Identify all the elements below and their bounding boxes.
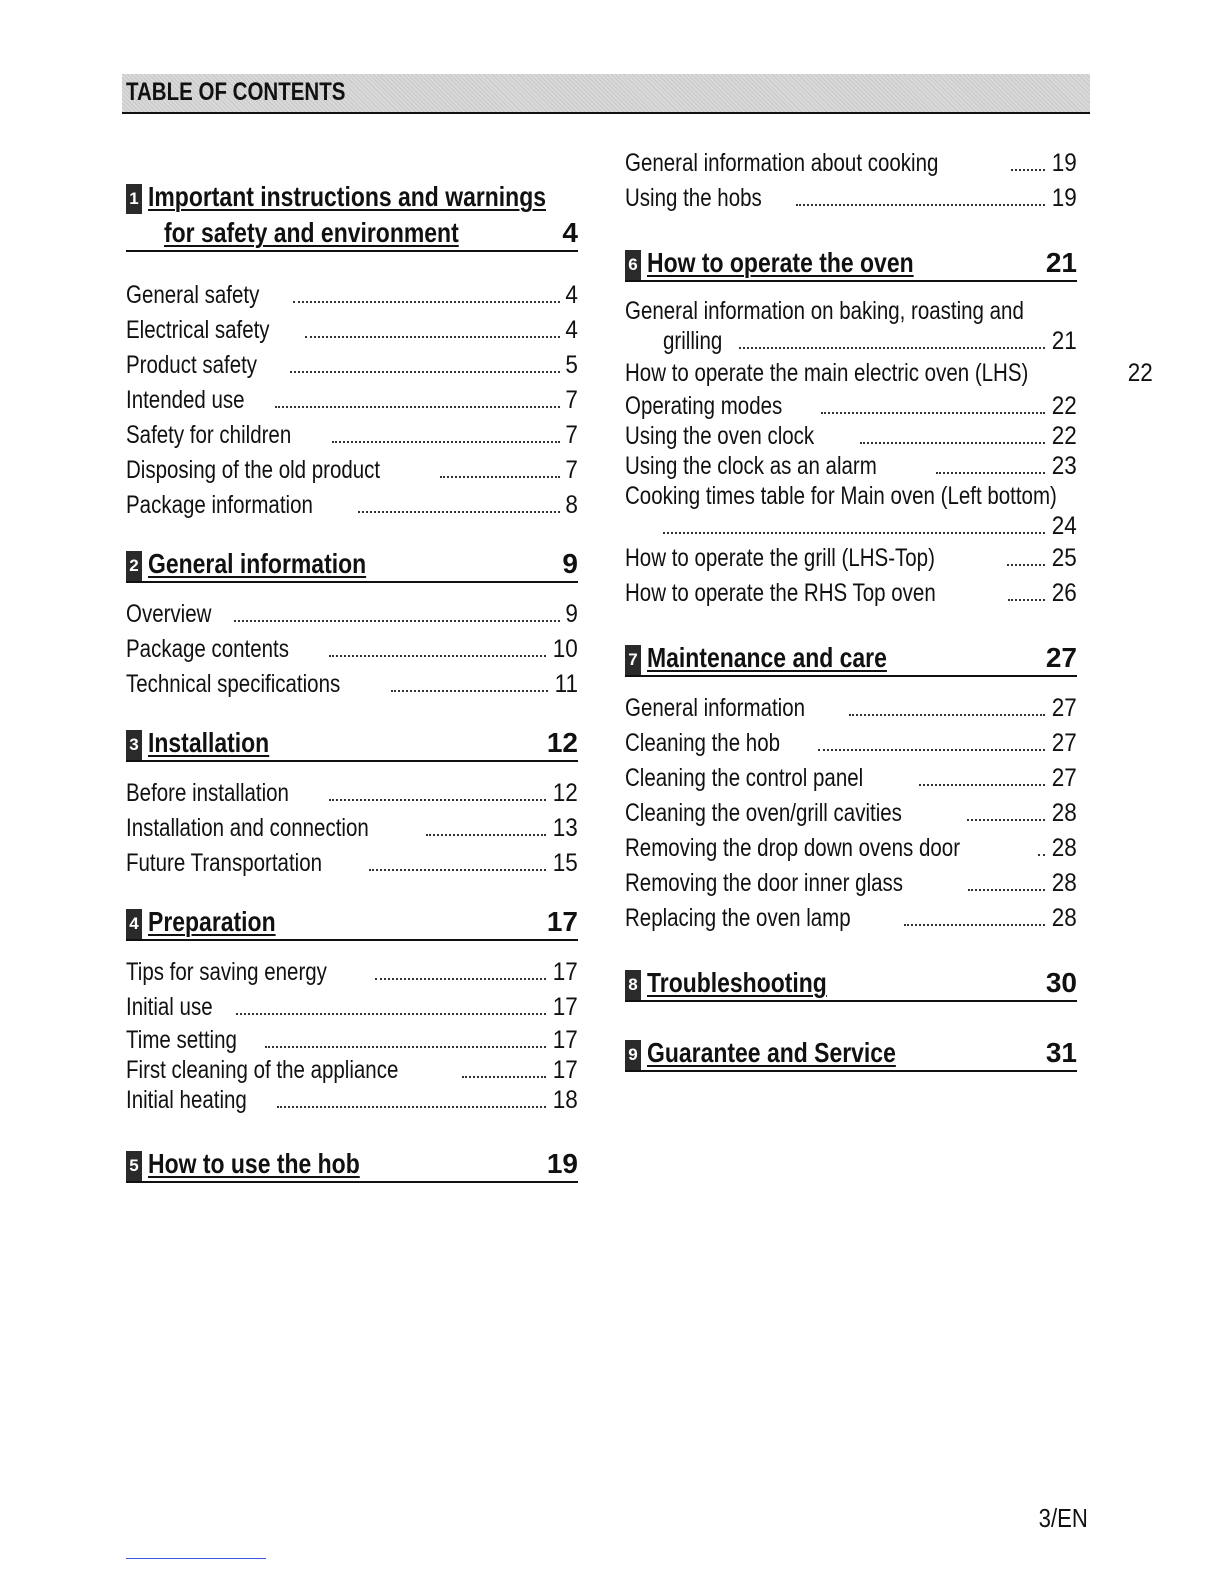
section-number-badge: 9 bbox=[625, 1040, 641, 1070]
section-number-badge: 4 bbox=[126, 909, 142, 939]
dot-leader bbox=[329, 654, 546, 657]
entry-title: Disposing of the old product bbox=[126, 456, 381, 484]
toc-entry[interactable] bbox=[126, 990, 578, 1025]
entry-title: Tips for saving energy bbox=[126, 958, 327, 986]
toc-entry[interactable] bbox=[126, 1055, 578, 1085]
dot-leader bbox=[277, 1105, 546, 1108]
entry-page: 7 bbox=[565, 386, 578, 414]
dot-leader bbox=[293, 300, 561, 303]
dot-leader bbox=[919, 783, 1045, 786]
toc-entry[interactable] bbox=[126, 418, 578, 453]
toc-entry[interactable] bbox=[625, 391, 1077, 421]
entry-page: 10 bbox=[552, 635, 578, 663]
toc-entry[interactable] bbox=[625, 576, 1077, 611]
entry-title: Overview bbox=[126, 600, 212, 628]
toc-section-2[interactable] bbox=[126, 547, 578, 583]
entry-page: 22 bbox=[1051, 422, 1077, 450]
entry-title: Replacing the oven lamp bbox=[625, 904, 851, 932]
toc-section-7[interactable] bbox=[625, 641, 1077, 677]
entry-title: Using the clock as an alarm bbox=[625, 452, 877, 480]
entry-title: General information about cooking bbox=[625, 149, 939, 177]
entry-title: Cleaning the control panel bbox=[625, 764, 864, 792]
entry-title: Initial use bbox=[126, 993, 213, 1021]
entry-page: 25 bbox=[1051, 544, 1077, 572]
dot-leader bbox=[236, 1012, 547, 1015]
entry-page: 11 bbox=[554, 670, 578, 698]
toc-entry[interactable] bbox=[625, 831, 1077, 866]
toc-entry[interactable] bbox=[625, 761, 1077, 796]
section-page: 27 bbox=[1045, 642, 1077, 673]
toc-entry[interactable] bbox=[625, 796, 1077, 831]
dot-leader bbox=[234, 619, 560, 622]
entry-page: 27 bbox=[1051, 729, 1077, 757]
dot-leader bbox=[1008, 598, 1045, 601]
toc-entry[interactable] bbox=[126, 955, 578, 990]
header-band bbox=[122, 74, 1090, 114]
entry-page: 22 bbox=[1127, 359, 1153, 387]
section-number-badge: 5 bbox=[126, 1151, 142, 1181]
toc-entry[interactable] bbox=[625, 726, 1077, 761]
entry-page: 17 bbox=[552, 1026, 578, 1054]
toc-entry[interactable] bbox=[126, 1025, 578, 1055]
dot-leader bbox=[739, 346, 1045, 349]
toc-entry[interactable] bbox=[126, 632, 578, 667]
entry-page: 26 bbox=[1051, 579, 1077, 607]
section-title: How to use the hob bbox=[148, 1148, 360, 1179]
entry-title: How to operate the grill (LHS-Top) bbox=[625, 544, 935, 572]
entry-title: Cleaning the hob bbox=[625, 729, 781, 757]
section-number-badge: 7 bbox=[625, 645, 641, 675]
entry-title: Initial heating bbox=[126, 1086, 247, 1114]
toc-entry[interactable] bbox=[625, 691, 1077, 726]
entry-page: 27 bbox=[1051, 764, 1077, 792]
toc-entry[interactable] bbox=[625, 356, 1153, 391]
dot-leader bbox=[663, 531, 1045, 534]
entry-title: How to operate the main electric oven (LHS) bbox=[625, 359, 1029, 387]
entry-page: 17 bbox=[552, 1056, 578, 1084]
entry-title: General information bbox=[625, 694, 806, 722]
dot-leader bbox=[860, 441, 1046, 444]
dot-leader bbox=[796, 203, 1045, 206]
entry-page: 12 bbox=[552, 779, 578, 807]
entry-page: 28 bbox=[1051, 799, 1077, 827]
dot-leader bbox=[265, 1045, 546, 1048]
section-page: 19 bbox=[546, 1148, 578, 1179]
section-title: Important instructions and warnings bbox=[148, 181, 547, 212]
toc-entry[interactable] bbox=[625, 541, 1077, 576]
entry-page: 19 bbox=[1051, 149, 1077, 177]
entry-title: Removing the drop down ovens door bbox=[625, 834, 961, 862]
dot-leader bbox=[369, 868, 546, 871]
entry-title: Package information bbox=[126, 491, 313, 519]
section-page: 21 bbox=[1045, 247, 1077, 278]
entry-title: First cleaning of the appliance bbox=[126, 1056, 399, 1084]
entry-title: Using the oven clock bbox=[625, 422, 815, 450]
dot-leader bbox=[440, 475, 560, 478]
dot-leader bbox=[849, 713, 1046, 716]
toc-section-1[interactable] bbox=[126, 180, 578, 252]
section-number-badge: 8 bbox=[625, 970, 641, 1000]
toc-entry[interactable] bbox=[126, 811, 578, 846]
dot-leader bbox=[332, 440, 561, 443]
section-title: Troubleshooting bbox=[647, 967, 827, 998]
toc-entry[interactable] bbox=[625, 451, 1077, 481]
toc-entry[interactable] bbox=[625, 146, 1077, 181]
section-page: 9 bbox=[562, 548, 578, 579]
entry-title: Before installation bbox=[126, 779, 289, 807]
section-title: Guarantee and Service bbox=[647, 1037, 896, 1068]
dot-leader bbox=[462, 1075, 546, 1078]
dot-leader bbox=[375, 977, 546, 980]
toc-entry[interactable] bbox=[126, 383, 578, 418]
section-page: 17 bbox=[546, 906, 578, 937]
toc-entry[interactable] bbox=[126, 597, 578, 632]
entry-title: General safety bbox=[126, 281, 260, 309]
section-title: Installation bbox=[148, 727, 270, 758]
footer-rule bbox=[126, 1558, 266, 1559]
dot-leader bbox=[818, 748, 1045, 751]
toc-section-8[interactable] bbox=[625, 966, 1077, 1002]
dot-leader bbox=[1011, 168, 1045, 171]
entry-page: 27 bbox=[1051, 694, 1077, 722]
section-title: General information bbox=[148, 548, 367, 579]
dot-leader bbox=[904, 923, 1045, 926]
entry-title: General information on baking, roasting and bbox=[625, 297, 1024, 325]
dot-leader bbox=[968, 888, 1045, 891]
section-page: 12 bbox=[546, 727, 578, 758]
entry-page: 28 bbox=[1051, 904, 1077, 932]
entry-title: Cooking times table for Main oven (Left bottom) bbox=[625, 482, 1057, 510]
toc-entry[interactable] bbox=[126, 313, 578, 348]
entry-page: 23 bbox=[1051, 452, 1077, 480]
toc-entry[interactable] bbox=[126, 488, 578, 523]
section-page: 4 bbox=[562, 217, 578, 248]
toc-section-4[interactable] bbox=[126, 905, 578, 941]
entry-page: 17 bbox=[552, 958, 578, 986]
section-title: How to operate the oven bbox=[647, 247, 914, 278]
entry-page: 28 bbox=[1051, 869, 1077, 897]
dot-leader bbox=[391, 689, 548, 692]
toc-entry[interactable] bbox=[126, 776, 578, 811]
entry-page: 4 bbox=[565, 281, 578, 309]
toc-entry[interactable] bbox=[126, 667, 578, 702]
entry-page: 7 bbox=[565, 421, 578, 449]
entry-page: 13 bbox=[552, 814, 578, 842]
section-number-badge: 6 bbox=[625, 250, 641, 280]
dot-leader bbox=[967, 818, 1046, 821]
dot-leader bbox=[275, 405, 561, 408]
dot-leader bbox=[821, 411, 1045, 414]
section-number-badge: 3 bbox=[126, 730, 142, 760]
dot-leader bbox=[1007, 563, 1045, 566]
entry-title: How to operate the RHS Top oven bbox=[625, 579, 936, 607]
toc-left-column bbox=[126, 180, 578, 1197]
entry-page: 15 bbox=[552, 849, 578, 877]
dot-leader bbox=[305, 335, 560, 338]
dot-leader bbox=[358, 510, 560, 513]
entry-page: 24 bbox=[1051, 512, 1077, 540]
entry-title: Operating modes bbox=[625, 392, 783, 420]
section-page: 30 bbox=[1045, 967, 1077, 998]
entry-page: 7 bbox=[565, 456, 578, 484]
toc-entry-wrapped[interactable] bbox=[625, 481, 1077, 541]
entry-title: Safety for children bbox=[126, 421, 292, 449]
toc-entry-wrapped[interactable] bbox=[625, 296, 1077, 356]
entry-page: 28 bbox=[1051, 834, 1077, 862]
toc-section-3[interactable] bbox=[126, 726, 578, 762]
entry-title: Electrical safety bbox=[126, 316, 270, 344]
dot-leader bbox=[1038, 853, 1046, 856]
entry-page: 4 bbox=[565, 316, 578, 344]
toc-entry[interactable] bbox=[625, 866, 1077, 901]
page-title: TABLE OF CONTENTS bbox=[126, 78, 346, 106]
section-number-badge: 1 bbox=[126, 184, 142, 214]
entry-page: 22 bbox=[1051, 392, 1077, 420]
toc-entry[interactable] bbox=[625, 901, 1077, 936]
toc-entry[interactable] bbox=[126, 1085, 578, 1115]
entry-title: Removing the door inner glass bbox=[625, 869, 904, 897]
entry-page: 9 bbox=[565, 600, 578, 628]
section-number-badge: 2 bbox=[126, 551, 142, 581]
entry-title: Intended use bbox=[126, 386, 245, 414]
toc-section-9[interactable] bbox=[625, 1036, 1077, 1072]
entry-page: 18 bbox=[552, 1086, 578, 1114]
toc-entry[interactable] bbox=[126, 278, 578, 313]
toc-section-5[interactable] bbox=[126, 1147, 578, 1183]
section-page: 31 bbox=[1045, 1037, 1077, 1068]
toc-section-6[interactable] bbox=[625, 246, 1077, 282]
entry-page: 17 bbox=[552, 993, 578, 1021]
page-number: 3/EN bbox=[1038, 1503, 1088, 1533]
toc-right-column bbox=[625, 146, 1153, 1086]
entry-title: Future Transportation bbox=[126, 849, 322, 877]
toc-entry[interactable] bbox=[126, 846, 578, 881]
entry-page: 5 bbox=[565, 351, 578, 379]
entry-title-line2: grilling bbox=[663, 327, 723, 355]
section-title-line2: for safety and environment bbox=[164, 217, 459, 248]
toc-entry[interactable] bbox=[625, 421, 1077, 451]
entry-page: 19 bbox=[1051, 184, 1077, 212]
toc-entry[interactable] bbox=[126, 453, 578, 488]
entry-title: Product safety bbox=[126, 351, 258, 379]
entry-title: Package contents bbox=[126, 635, 289, 663]
toc-entry[interactable] bbox=[126, 348, 578, 383]
section-title: Preparation bbox=[148, 906, 276, 937]
dot-leader bbox=[426, 833, 546, 836]
entry-title: Installation and connection bbox=[126, 814, 369, 842]
entry-title: Cleaning the oven/grill cavities bbox=[625, 799, 902, 827]
dot-leader bbox=[936, 471, 1045, 474]
entry-title: Time setting bbox=[126, 1026, 237, 1054]
section-title: Maintenance and care bbox=[647, 642, 887, 673]
entry-page: 21 bbox=[1051, 327, 1077, 355]
dot-leader bbox=[329, 798, 546, 801]
entry-page: 8 bbox=[565, 491, 578, 519]
entry-title: Technical specifications bbox=[126, 670, 341, 698]
dot-leader bbox=[290, 370, 560, 373]
entry-title: Using the hobs bbox=[625, 184, 762, 212]
toc-entry[interactable] bbox=[625, 181, 1077, 216]
